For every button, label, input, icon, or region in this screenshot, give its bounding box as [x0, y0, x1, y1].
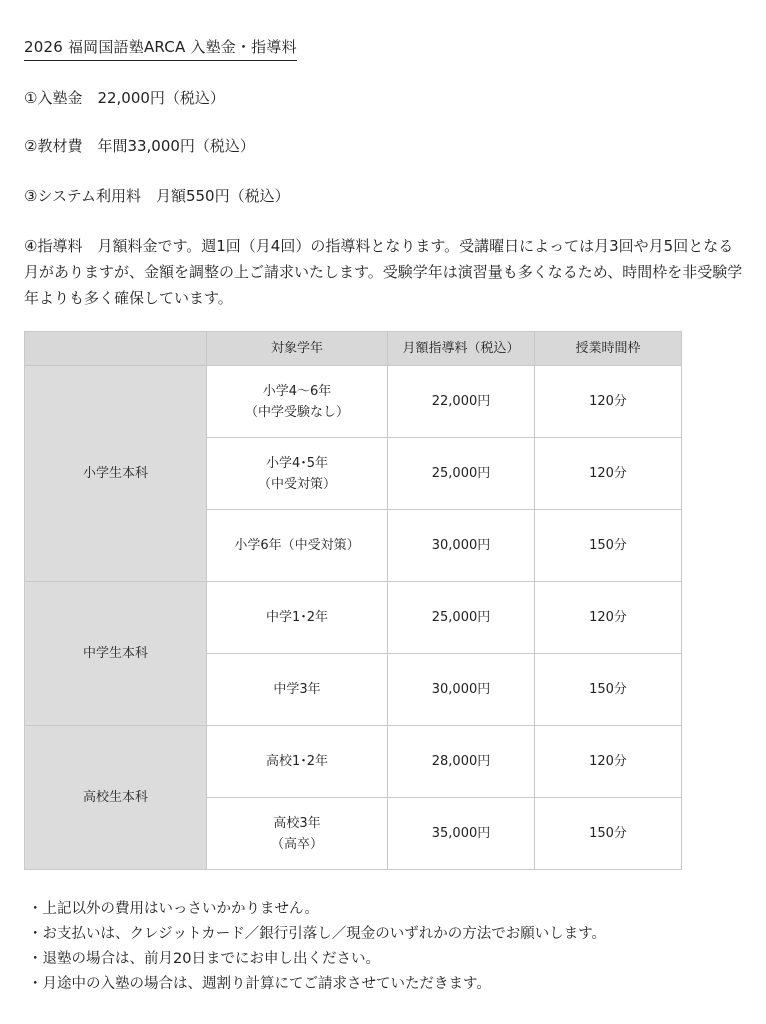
materials-fee: ②教材費 年間33,000円（税込） [24, 137, 255, 155]
grade-cell: 小学4･5年 （中受対策） [207, 438, 388, 510]
note-item: ・退塾の場合は、前月20日までにお申し出ください。 [28, 951, 380, 967]
time-cell: 150分 [535, 654, 682, 726]
fee-cell: 30,000円 [388, 654, 535, 726]
time-cell: 120分 [535, 438, 682, 510]
time-cell: 150分 [535, 510, 682, 582]
pricing-table [24, 331, 682, 870]
note-item: ・上記以外の費用はいっさいかかりません。 [28, 901, 319, 917]
system-fee: ③システム利用料 月額550円（税込） [24, 187, 290, 205]
note-item: ・月途中の入塾の場合は、週割り計算にてご請求させていただきます。 [28, 976, 491, 992]
category-high-school: 高校生本科 [25, 726, 207, 870]
fee-cell: 25,000円 [388, 582, 535, 654]
header-grade: 対象学年 [207, 332, 388, 366]
time-cell: 150分 [535, 798, 682, 870]
grade-cell: 高校1･2年 [207, 726, 388, 798]
grade-cell: 高校3年 （高卒） [207, 798, 388, 870]
page-title: 2026 福岡国語塾ARCA 入塾金・指導料 [24, 36, 297, 61]
note-item: ・お支払いは、クレジットカード／銀行引落し／現金のいずれかの方法でお願いします。 [28, 926, 607, 942]
header-fee: 月額指導料（税込） [388, 332, 535, 366]
table-header-row [25, 332, 682, 366]
time-cell: 120分 [535, 726, 682, 798]
time-cell: 120分 [535, 366, 682, 438]
table-row [25, 726, 682, 798]
fee-cell: 22,000円 [388, 366, 535, 438]
category-junior-high: 中学生本科 [25, 582, 207, 726]
grade-cell: 小学4〜6年 （中学受験なし） [207, 366, 388, 438]
header-category [25, 332, 207, 366]
fee-cell: 30,000円 [388, 510, 535, 582]
notes-list [28, 897, 606, 997]
fee-cell: 25,000円 [388, 438, 535, 510]
grade-cell: 中学3年 [207, 654, 388, 726]
time-cell: 120分 [535, 582, 682, 654]
category-elementary: 小学生本科 [25, 366, 207, 582]
grade-cell: 小学6年（中受対策） [207, 510, 388, 582]
tuition-description: ④指導料 月額料金です。週1回（月4回）の指導料となります。受講曜日によっては月3回や月5回となる月がありますが、金額を調整の上ご請求いたします。受験学年は演習量も多くなるため、時間枠を非受験学年よりも多く確保しています。 [24, 237, 743, 307]
table-row [25, 582, 682, 654]
table-row [25, 366, 682, 438]
grade-cell: 中学1･2年 [207, 582, 388, 654]
fee-cell: 35,000円 [388, 798, 535, 870]
fee-cell: 28,000円 [388, 726, 535, 798]
enrollment-fee: ①入塾金 22,000円（税込） [24, 89, 225, 107]
header-time: 授業時間枠 [535, 332, 682, 366]
